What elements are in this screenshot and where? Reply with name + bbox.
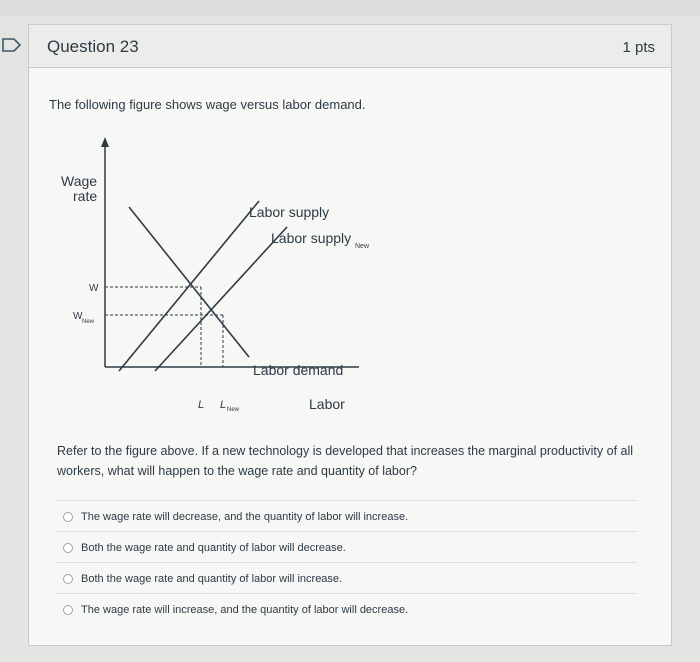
answer-separator bbox=[57, 562, 637, 563]
answer-separator bbox=[57, 593, 637, 594]
x-axis-label: Labor bbox=[309, 396, 345, 412]
answer-option-2[interactable] bbox=[63, 538, 346, 558]
labor-supply-new-curve bbox=[155, 227, 287, 371]
answer-radio-3[interactable] bbox=[63, 574, 73, 584]
labor-supply-label: Labor supply bbox=[249, 204, 330, 220]
labor-market-figure bbox=[47, 135, 387, 415]
answer-option-3[interactable] bbox=[63, 569, 342, 589]
lnew-label: L bbox=[220, 399, 227, 411]
answer-label-3: Both the wage rate and quantity of labor will increase. bbox=[81, 573, 343, 585]
y-axis-label-rate: rate bbox=[73, 188, 98, 204]
question-title: Question 23 bbox=[47, 37, 139, 56]
answer-label-2: Both the wage rate and quantity of labor will decrease. bbox=[81, 542, 346, 554]
answer-radio-2[interactable] bbox=[63, 543, 73, 553]
labor-supply-new-label: Labor supply bbox=[271, 230, 352, 246]
y-axis-arrow bbox=[101, 137, 109, 147]
top-bar bbox=[0, 0, 700, 16]
w-label: W bbox=[89, 283, 99, 294]
question-points: 1 pts bbox=[622, 39, 655, 56]
question-intro: The following figure shows wage versus labor demand. bbox=[49, 97, 366, 112]
wnew-label-subscript: New bbox=[82, 319, 95, 325]
labor-supply-curve bbox=[119, 201, 259, 371]
lnew-label-subscript: New bbox=[227, 407, 240, 413]
wnew-label: W bbox=[73, 311, 83, 322]
answer-separator bbox=[57, 500, 637, 501]
answer-radio-1[interactable] bbox=[63, 512, 73, 522]
l-label: L bbox=[198, 399, 205, 411]
answer-radio-4[interactable] bbox=[63, 605, 73, 615]
answer-label-1: The wage rate will decrease, and the quantity of labor will increase. bbox=[81, 511, 409, 523]
answer-label-4: The wage rate will increase, and the quantity of labor will decrease. bbox=[81, 604, 409, 616]
question-header bbox=[29, 25, 671, 68]
answer-option-4[interactable] bbox=[63, 600, 408, 620]
labor-supply-new-subscript: New bbox=[355, 243, 370, 250]
answer-option-1[interactable] bbox=[63, 507, 408, 527]
question-flag-icon[interactable] bbox=[2, 38, 22, 52]
y-axis-label-wage: Wage bbox=[61, 173, 98, 189]
question-prompt: Refer to the figure above. If a new technology is developed that increases the marginal productivity of all workers, what will happen to the wage rate and quantity of labor? bbox=[57, 444, 634, 478]
answer-separator bbox=[57, 531, 637, 532]
labor-demand-label: Labor demand bbox=[253, 362, 344, 378]
question-card bbox=[28, 24, 672, 646]
